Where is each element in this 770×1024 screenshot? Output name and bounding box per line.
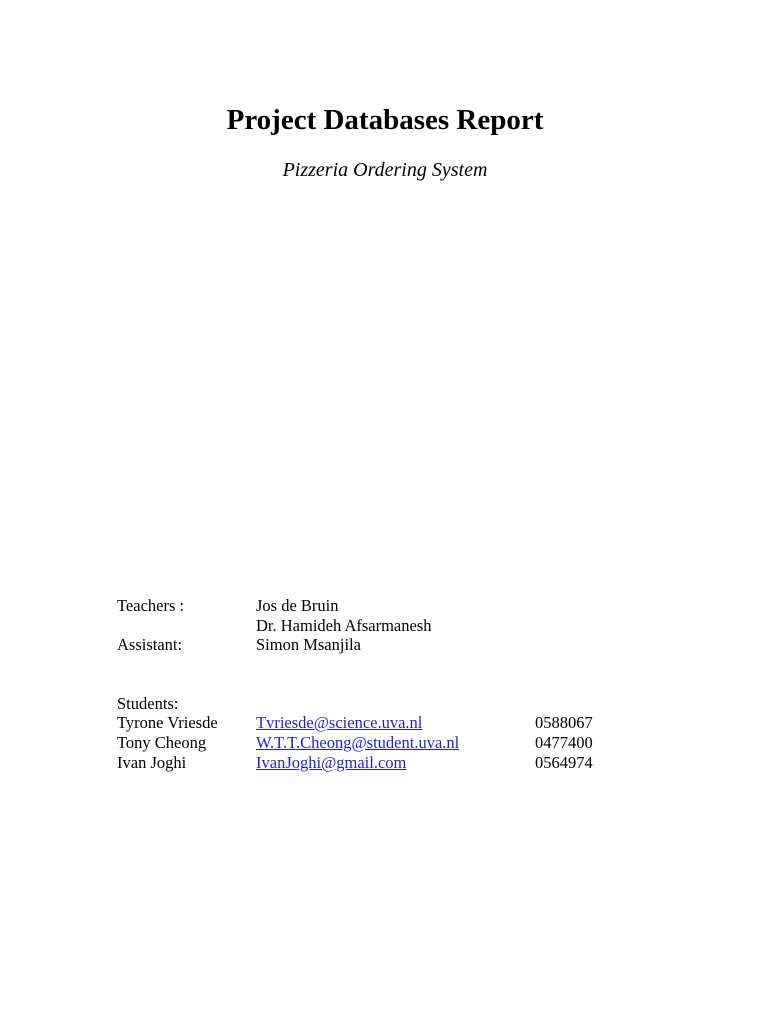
assistant-label: Assistant:	[117, 635, 183, 654]
students-label: Students:	[117, 694, 179, 713]
student-email-link[interactable]: W.T.T.Cheong@student.uva.nl	[256, 733, 460, 752]
teacher-name: Dr. Hamideh Afsarmanesh	[256, 616, 432, 635]
student-number: 0477400	[535, 733, 593, 752]
teacher-name: Jos de Bruin	[256, 596, 339, 615]
teachers-label: Teachers :	[117, 596, 185, 615]
student-name: Tyrone Vriesde	[117, 713, 218, 732]
document-title: Project Databases Report	[226, 104, 544, 136]
document-subtitle: Pizzeria Ordering System	[282, 159, 488, 181]
student-number: 0588067	[535, 713, 593, 732]
student-email-link[interactable]: IvanJoghi@gmail.com	[256, 753, 407, 772]
assistant-name: Simon Msanjila	[256, 635, 361, 654]
student-email-link[interactable]: Tvriesde@science.uva.nl	[256, 713, 423, 732]
student-name: Ivan Joghi	[117, 753, 187, 772]
student-name: Tony Cheong	[117, 733, 207, 752]
student-number: 0564974	[535, 753, 593, 772]
